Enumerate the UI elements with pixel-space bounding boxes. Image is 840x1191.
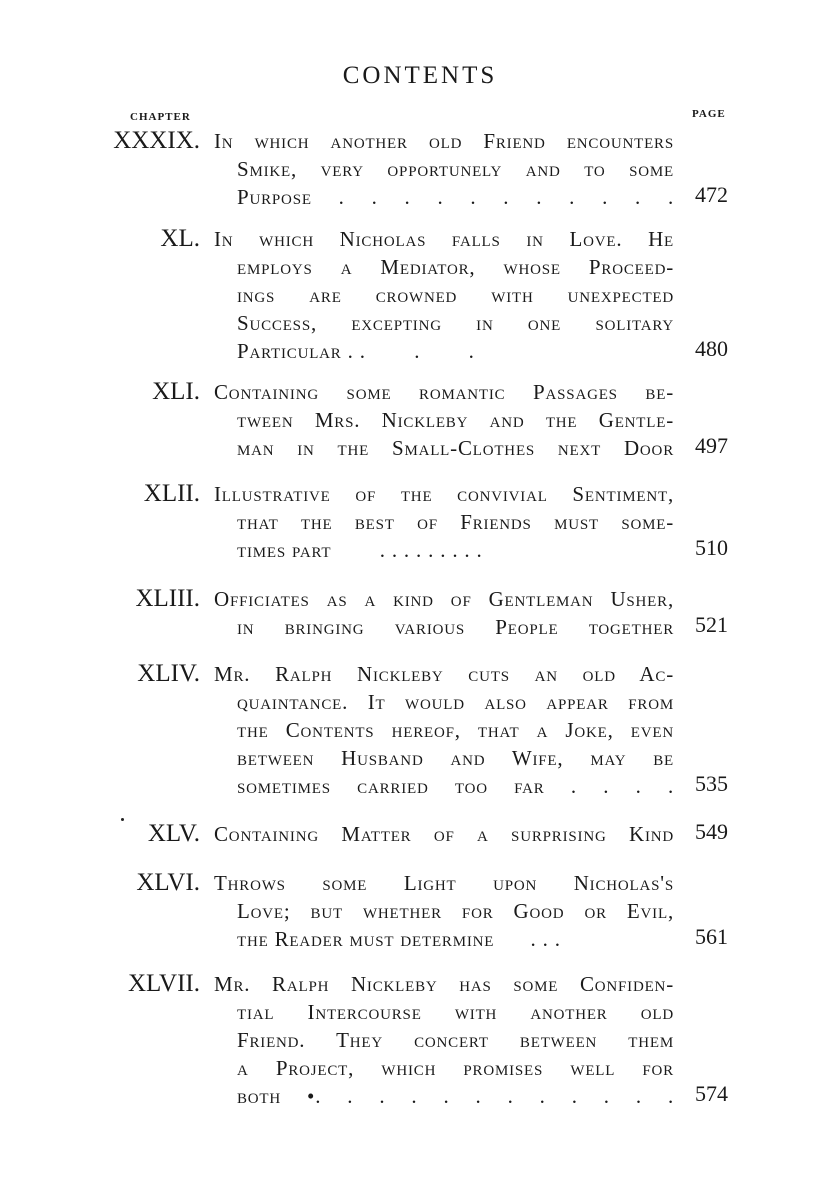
page-number: 549: [695, 819, 728, 844]
chapter-numeral: XLII.: [143, 480, 200, 507]
entry-line: Love; but whether for Good or Evil,: [237, 899, 674, 923]
page-column-header: PAGE: [692, 108, 726, 120]
entry-line: Success, excepting in one solitary: [237, 311, 674, 335]
entry-line: that the best of Friends must some-: [237, 510, 674, 534]
entry-line: a Project, which promises well for: [237, 1056, 674, 1080]
entry-line: in bringing various People together: [237, 615, 674, 639]
entry-line: between Husband and Wife, may be: [237, 746, 674, 770]
page-number: 574: [695, 1081, 728, 1106]
chapter-numeral: XLIII.: [135, 585, 200, 612]
entry-line: quaintance. It would also appear from: [237, 690, 674, 714]
chapter-numeral: XXXIX.: [113, 127, 200, 154]
entry-line: both •. . . . . . . . . . . .: [237, 1084, 674, 1108]
page-number: 561: [695, 924, 728, 949]
chapter-column-header: CHAPTER: [130, 111, 191, 123]
entry-line: Purpose . . . . . . . . . . .: [237, 185, 674, 209]
entry-line: times part . . . . . . . . .: [237, 538, 483, 562]
page-number: 480: [695, 336, 728, 361]
entry-line: In which Nicholas falls in Love. He: [214, 227, 674, 251]
chapter-numeral: XLIV.: [137, 660, 200, 687]
entry-line: tial Intercourse with another old: [237, 1000, 674, 1024]
chapter-numeral: XLV.: [147, 820, 200, 847]
page-number: 521: [695, 612, 728, 637]
entry-line: sometimes carried too far . . . .: [237, 774, 674, 798]
entry-line: Mr. Ralph Nickleby has some Confiden-: [214, 972, 674, 996]
chapter-numeral: XLVII.: [128, 970, 200, 997]
entry-line: the Reader must determine . . .: [237, 927, 561, 951]
entry-line: Containing some romantic Passages be-: [214, 380, 674, 404]
chapter-numeral: XLVI.: [136, 869, 200, 896]
chapter-numeral: XL.: [160, 225, 200, 252]
entry-line: the Contents hereof, that a Joke, even: [237, 718, 674, 742]
entry-line: Containing Matter of a surprising Kind: [214, 822, 674, 846]
entry-line: tween Mrs. Nickleby and the Gentle-: [237, 408, 674, 432]
entry-line: man in the Small-Clothes next Door: [237, 436, 674, 460]
entry-line: Throws some Light upon Nicholas's: [214, 871, 674, 895]
page-title: CONTENTS: [342, 62, 498, 89]
entry-line: Mr. Ralph Nickleby cuts an old Ac-: [214, 662, 674, 686]
page-number: 497: [695, 433, 728, 458]
entry-line: Illustrative of the convivial Sentiment,: [214, 482, 674, 506]
entry-line: Officiates as a kind of Gentleman Usher,: [214, 587, 674, 611]
stray-mark: [121, 818, 124, 821]
entry-line: Particular . . . .: [237, 339, 475, 363]
entry-line: In which another old Friend encounters: [214, 129, 674, 153]
entry-line: Smike, very opportunely and to some: [237, 157, 674, 181]
page-number: 510: [695, 535, 728, 560]
page-number: 472: [695, 182, 728, 207]
entry-line: Friend. They concert between them: [237, 1028, 674, 1052]
entry-line: employs a Mediator, whose Proceed-: [237, 255, 674, 279]
entry-line: ings are crowned with unexpected: [237, 283, 674, 307]
page-number: 535: [695, 771, 728, 796]
chapter-numeral: XLI.: [152, 378, 200, 405]
